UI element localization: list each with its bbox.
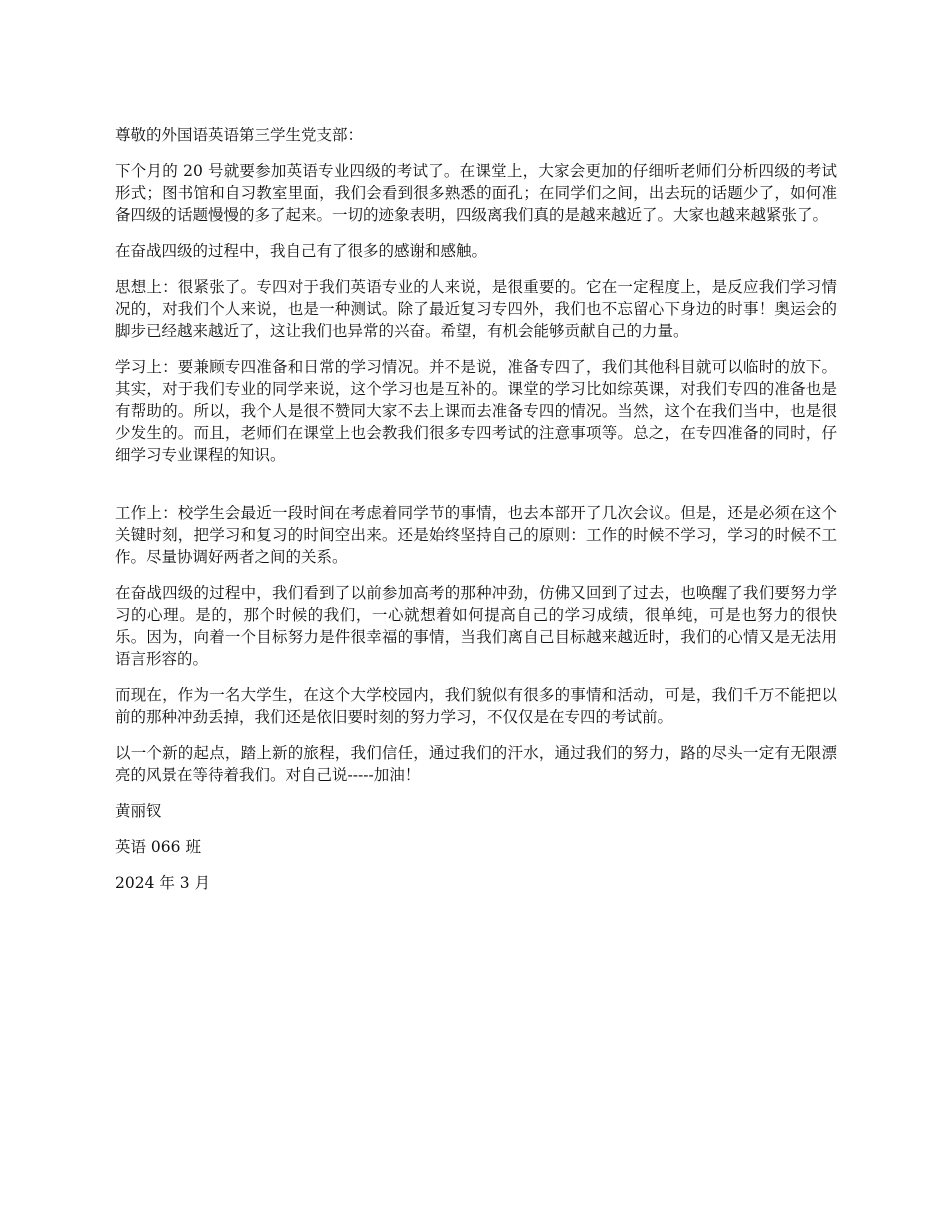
- salutation: 尊敬的外国语英语第三学生党支部：: [115, 126, 364, 144]
- paragraph-work: 工作上：校学生会最近一段时间在考虑着同学节的事情，也去本部开了几次会议。但是，还是必须在这个关键时刻，把学习和复习的时间空出来。还是始终坚持自己的原则：工作的时候不学习，学习的时候不工作。尽量协调好两者之间的关系。: [115, 504, 837, 566]
- paragraph-study: 学习上：要兼顾专四准备和日常的学习情况。并不是说，准备专四了，我们其他科目就可以临时的放下。其实，对于我们专业的同学来说，这个学习也是互补的。课堂的学习比如综英课，对我们专四的准备也是有帮助的。所以，我个人是很不赞同大家不去上课而去准备专四的情况。当然，这个在我们当中，也是很少发生的。而且，老师们在课堂上也会教我们很多专四考试的注意事项等。总之，在专四准备的同时，仔细学习专业课程的知识。: [115, 358, 837, 464]
- letter-body: [115, 124, 837, 908]
- paragraph-upcoming-exam: 下个月的 20 号就要参加英语专业四级的考试了。在课堂上，大家会更加的仔细听老师们分析四级的考试形式；图书馆和自习教室里面，我们会看到很多熟悉的面孔；在同学们之间，出去玩的话题少了，如何准备四级的话题慢慢的多了起来。一切的迹象表明，四级离我们真的是越来越近了。大家也越来越紧张了。: [115, 162, 837, 224]
- signature-name: 黄丽钗: [115, 802, 162, 820]
- paragraph-feelings: 在奋战四级的过程中，我自己有了很多的感谢和感触。: [115, 242, 488, 260]
- paragraph-closing: 以一个新的起点，踏上新的旅程，我们信任，通过我们的汗水，通过我们的努力，路的尽头一定有无限漂亮的风景在等待着我们。对自己说-----加油！: [115, 744, 837, 784]
- signature-class: 英语 066 班: [115, 838, 201, 856]
- paragraph-thoughts: 思想上：很紧张了。专四对于我们英语专业的人来说，是很重要的。它在一定程度上，是反应我们学习情况的，对我们个人来说，也是一种测试。除了最近复习专四外，我们也不忘留心下身边的时事！奥运会的脚步已经越来越近了，这让我们也异常的兴奋。希望，有机会能够贡献自己的力量。: [115, 278, 837, 340]
- paragraph-now: 而现在，作为一名大学生，在这个大学校园内，我们貌似有很多的事情和活动，可是，我们千万不能把以前的那种冲劲丢掉，我们还是依旧要时刻的努力学习，不仅仅是在专四的考试前。: [115, 686, 837, 726]
- signature-date: 2024 年 3 月: [115, 874, 211, 892]
- paragraph-memories: 在奋战四级的过程中，我们看到了以前参加高考的那种冲劲，仿佛又回到了过去，也唤醒了我们要努力学习的心理。是的，那个时候的我们，一心就想着如何提高自己的学习成绩，很单纯，可是也努力的很快乐。因为，向着一个目标努力是件很幸福的事情，当我们离自己目标越来越近时，我们的心情又是无法用语言形容的。: [115, 584, 837, 668]
